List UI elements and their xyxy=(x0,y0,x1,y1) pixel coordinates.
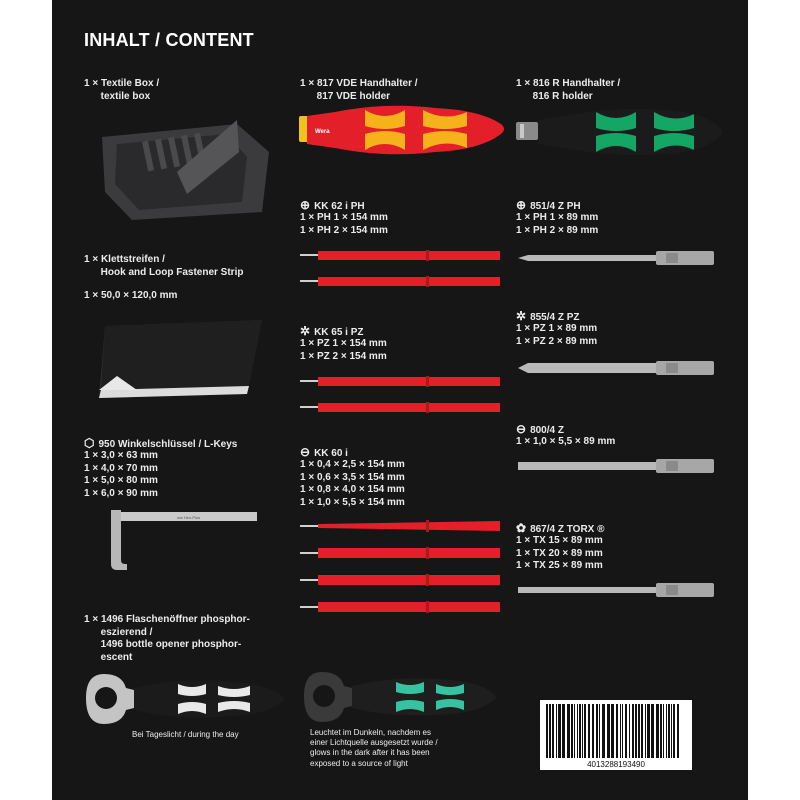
kk65-blades xyxy=(298,374,503,416)
barcode-bar xyxy=(666,704,667,758)
barcode-bars xyxy=(546,704,686,758)
barcode-bar xyxy=(592,704,594,758)
barcode-bar xyxy=(556,704,557,758)
b800-bit xyxy=(516,456,716,476)
barcode-bar xyxy=(651,704,654,758)
l-key-image xyxy=(107,508,267,570)
b855-bit xyxy=(516,358,716,378)
textile-box-label: 1 × Textile Box / textile box xyxy=(84,78,160,102)
r-holder-label: 1 × 816 R Handhalter / 816 R holder xyxy=(516,78,621,102)
barcode-bar xyxy=(611,704,614,758)
strip-label: 1 × Klettstreifen / Hook and Loop Fastener Strip xyxy=(84,254,244,278)
barcode-bar xyxy=(632,704,634,758)
hex-icon: ⬡ xyxy=(84,436,95,450)
barcode-bar xyxy=(571,704,573,758)
slotted-icon: ⊖ xyxy=(516,422,527,436)
dark-caption: Leuchtet im Dunkeln, nachdem es einer Lichtquelle ausgesetzt wurde / glows in the dark after it has been exposed to a source of light xyxy=(310,728,438,768)
barcode-bar xyxy=(552,704,554,758)
barcode-bar xyxy=(577,704,578,758)
svg-text:Wera: Wera xyxy=(315,129,330,135)
bottle-opener-dark-image xyxy=(300,666,500,726)
kk62-blades xyxy=(298,248,503,290)
b851-bit xyxy=(516,248,716,268)
phillips-icon: ⊕ xyxy=(300,198,311,212)
barcode-bar xyxy=(562,704,565,758)
barcode-bar xyxy=(616,704,618,758)
fastener-strip-image xyxy=(97,316,267,401)
kk62-lines: 1 × PH 1 × 154 mm 1 × PH 2 × 154 mm xyxy=(300,212,388,236)
textile-box-image xyxy=(97,112,272,222)
barcode-bar xyxy=(660,704,662,758)
barcode-bar xyxy=(574,704,575,758)
lkeys-lines: 1 × 3,0 × 63 mm 1 × 4,0 × 70 mm 1 × 5,0 × 80 mm 1 × 6,0 × 90 mm xyxy=(84,450,158,499)
barcode-bar xyxy=(671,704,672,758)
b800-lines: 1 × 1,0 × 5,5 × 89 mm xyxy=(516,436,616,447)
b851-heading: ⊕ 851/4 Z PH xyxy=(516,198,581,212)
svg-text:ww Hex-Plus: ww Hex-Plus xyxy=(177,515,201,520)
barcode-bar xyxy=(622,704,623,758)
b855-lines: 1 × PZ 1 × 89 mm 1 × PZ 2 × 89 mm xyxy=(516,323,598,347)
barcode-bar xyxy=(607,704,610,758)
kk62-heading: ⊕ KK 62 i PH xyxy=(300,198,365,212)
kk65-lines: 1 × PZ 1 × 154 mm 1 × PZ 2 × 154 mm xyxy=(300,338,387,362)
barcode-bar xyxy=(558,704,561,758)
torx-icon: ✿ xyxy=(516,521,527,535)
kk60-heading: ⊖ KK 60 i xyxy=(300,445,348,459)
barcode-bar xyxy=(641,704,643,758)
barcode-bar xyxy=(596,704,598,758)
slotted-icon: ⊖ xyxy=(300,445,311,459)
lkeys-label: ⬡ 950 Winkelschlüssel / L-Keys xyxy=(84,436,238,450)
bottle-opener-day-image xyxy=(82,668,292,730)
b855-heading: ✲ 855/4 Z PZ xyxy=(516,309,580,323)
kk60-lines: 1 × 0,4 × 2,5 × 154 mm 1 × 0,6 × 3,5 × 154 mm 1 × 0,8 × 4,0 × 154 mm 1 × 1,0 × 5,5 × 154 mm xyxy=(300,459,405,508)
phillips-icon: ⊕ xyxy=(516,198,527,212)
barcode-bar xyxy=(663,704,664,758)
barcode-bar xyxy=(625,704,627,758)
b867-heading: ✿ 867/4 Z TORX ® xyxy=(516,521,605,535)
barcode-bar xyxy=(677,704,679,758)
vde-holder-image xyxy=(295,100,505,162)
opener-label: 1 × 1496 Flaschenöffner phosphor- eszierend / 1496 bottle opener phosphor- escent xyxy=(84,614,250,663)
barcode-bar xyxy=(567,704,570,758)
barcode-bar xyxy=(629,704,630,758)
barcode-bar xyxy=(638,704,640,758)
barcode-bar xyxy=(588,704,590,758)
barcode-bar xyxy=(582,704,583,758)
kk65-heading: ✲ KK 65 i PZ xyxy=(300,324,364,338)
barcode-bar xyxy=(579,704,581,758)
barcode-bar xyxy=(546,704,548,758)
barcode-bar xyxy=(647,704,650,758)
barcode-number: 4013288193490 xyxy=(587,760,645,769)
barcode-bar xyxy=(602,704,605,758)
barcode-bar xyxy=(620,704,621,758)
pozidriv-icon: ✲ xyxy=(300,324,311,338)
b851-lines: 1 × PH 1 × 89 mm 1 × PH 2 × 89 mm xyxy=(516,212,599,236)
barcode-bar xyxy=(635,704,637,758)
vde-holder-label: 1 × 817 VDE Handhalter / 817 VDE holder xyxy=(300,78,418,102)
barcode-bar xyxy=(645,704,646,758)
barcode-bar xyxy=(668,704,670,758)
strip-size: 1 × 50,0 × 120,0 mm xyxy=(84,290,178,301)
kk60-blades xyxy=(298,518,503,614)
barcode xyxy=(540,700,692,770)
barcode-bar xyxy=(599,704,600,758)
page-title: INHALT / CONTENT xyxy=(84,30,254,50)
barcode-bar xyxy=(549,704,551,758)
barcode-bar xyxy=(673,704,675,758)
pozidriv-icon: ✲ xyxy=(516,309,527,323)
content-panel xyxy=(52,0,748,800)
b800-heading: ⊖ 800/4 Z xyxy=(516,422,564,436)
r-holder-image xyxy=(514,102,724,162)
barcode-bar xyxy=(656,704,659,758)
day-caption: Bei Tageslicht / during the day xyxy=(132,730,239,739)
barcode-bar xyxy=(584,704,586,758)
b867-bit xyxy=(516,580,716,600)
b867-lines: 1 × TX 15 × 89 mm 1 × TX 20 × 89 mm 1 × TX 25 × 89 mm xyxy=(516,535,603,572)
